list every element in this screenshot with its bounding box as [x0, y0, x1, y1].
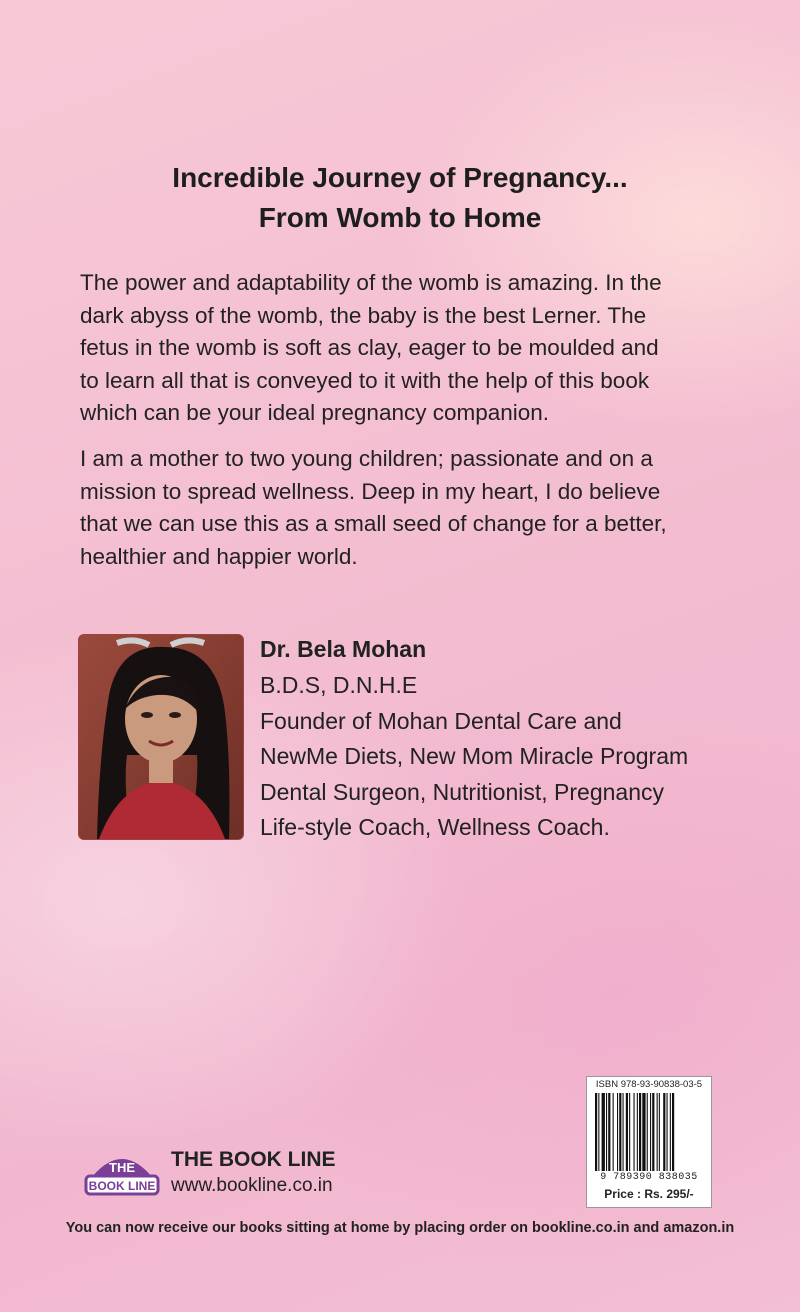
blurb-line: I am a mother to two young children; passionate and on a — [80, 446, 653, 471]
barcode-bar — [672, 1093, 674, 1171]
barcode-bar — [634, 1093, 635, 1171]
blurb-line: to learn all that is conveyed to it with the help of this book — [80, 367, 650, 393]
barcode-bar — [613, 1093, 614, 1171]
barcode-bar — [598, 1093, 599, 1171]
barcode-bar — [619, 1093, 621, 1171]
author-role-line: Founder of Mohan Dental Care and — [260, 707, 622, 734]
barcode-bar — [637, 1093, 638, 1171]
order-info-footer: You can now receive our books sitting at home by placing order on bookline.co.in and amazon.in — [65, 1220, 735, 1236]
blurb-line: that we can use this as a small seed of change for a better, — [80, 511, 667, 536]
blurb-line: dark abyss of the womb, the baby is the best Lerner. The — [80, 302, 647, 328]
barcode-bar — [650, 1093, 651, 1171]
barcode-bars — [595, 1093, 703, 1171]
barcode-bar — [639, 1093, 641, 1171]
barcode-bar — [617, 1093, 618, 1171]
author-role-line: Life-style Coach, Wellness Coach. — [260, 814, 610, 840]
barcode-bar — [608, 1093, 610, 1171]
price-label: Price : Rs. 295/- — [604, 1187, 694, 1201]
logo-text-bottom: BOOK LINE — [88, 1179, 156, 1193]
barcode-bar — [626, 1093, 628, 1171]
barcode-bar — [602, 1093, 605, 1171]
publisher-logo — [84, 1142, 160, 1198]
blurb-line: healthier and happier world. — [80, 543, 358, 569]
barcode-bar — [642, 1093, 645, 1171]
blurb-line: which can be your ideal pregnancy companion. — [80, 400, 550, 425]
publisher-name: THE BOOK LINE — [171, 1148, 336, 1171]
barcode-bar — [652, 1093, 654, 1171]
blurb-line: The power and adaptability of the womb is amazing. In the — [80, 270, 662, 295]
blurb-line: mission to spread wellness. Deep in my heart, I do believe — [80, 478, 661, 504]
cover-heading-line-1: Incredible Journey of Pregnancy... — [172, 162, 628, 193]
author-photo — [78, 634, 244, 840]
barcode-bar — [647, 1093, 648, 1171]
barcode-bar — [667, 1093, 668, 1171]
isbn-number: ISBN 978-93-90838-03-5 — [595, 1079, 703, 1090]
publisher-url: www.bookline.co.in — [171, 1175, 333, 1196]
barcode-bar — [623, 1093, 624, 1171]
barcode-bar — [659, 1093, 660, 1171]
cover-heading-line-2: From Womb to Home — [258, 202, 542, 233]
author-role-line: Dental Surgeon, Nutritionist, Pregnancy — [260, 778, 664, 805]
barcode-digits: 9 789390 838035 — [600, 1172, 698, 1183]
blurb-line: fetus in the womb is soft as clay, eager to be moulded and — [80, 335, 659, 360]
barcode-bar — [595, 1093, 597, 1171]
isbn-barcode — [586, 1076, 712, 1208]
barcode-bar — [606, 1093, 607, 1171]
barcode-bar — [657, 1093, 658, 1171]
barcode-bar — [663, 1093, 665, 1171]
barcode-bar — [629, 1093, 630, 1171]
author-role-line: NewMe Diets, New Mom Miracle Program — [260, 743, 689, 769]
barcode-bar — [670, 1093, 671, 1171]
author-credentials: B.D.S, D.N.H.E — [260, 672, 418, 698]
author-name: Dr. Bela Mohan — [260, 636, 427, 662]
logo-text-top: THE — [109, 1160, 135, 1175]
